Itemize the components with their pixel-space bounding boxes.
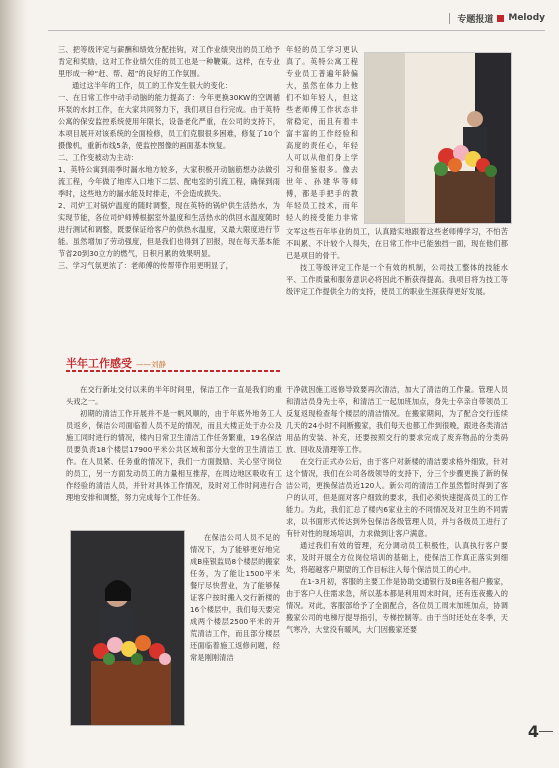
paragraph: 在交行新址交付以来的半年时间里，保洁工作一直是我们的重头戏之一。 <box>66 385 282 406</box>
paragraph: 一、在日常工作中动手动脑的能力提高了：今年更换30KW的空调循环泵的水封工作，在大家共同努力下，我们项目自行完成。由于英特公寓的保安监控系统使用年限长，设备老化严重，在公司的支持下，本项目展开对该系统的全面检修，员工们克服很多困难，修复了10个摄像机，重新布线5条，使监控图像的画面基本恢复。 <box>58 93 280 150</box>
bottom-right-column <box>286 384 508 636</box>
paragraph: 在交行正式办公后，由于客户对新楼的清洁要求格外细致，针对这个情况，我们在公司各级领导的支持下，分三个步骤更换了新的保洁公司，更换保洁员近120人。新公司的清洁工作虽然暂时得到了客户的认可，但是面对客户细致的要求，我们必须快速提高员工的工作能力。为此，我们汇总了楼内6家业主的不同情况及对卫生的不同需求，以书面形式传达到外包保洁各级管理人员，并与各级员工进行了有针对性的现场培训，力求做到让客户满意。 <box>286 457 508 538</box>
top-left-column <box>58 44 280 338</box>
section-heading-rule <box>66 370 280 372</box>
bottom-left-narrow-column <box>190 532 280 664</box>
paragraph: 在1-3月初，客服的主要工作是协助交通银行及B座各租户搬家，由于客户人住需求急，所以基本都是利用周末时间，还有连夜搬入的情况。对此，客服部给予了全面配合，各位员工周末加班加点，协调搬家公司的电梯厅提导指引，专梯控制等。由于当时还处在冬季，天气寒冷，大堂没有暖风，大门因搬家还要 <box>286 577 508 634</box>
paragraph: 技工等级评定工作是一个有效的机制，公司技工整体的技能水平、工作质量和服务意识必将因此不断获得提高。我项目将为技工等级评定工作提供全力的支持，使员工的职业生涯获得更好发展。 <box>286 263 508 296</box>
header-rule <box>48 30 545 31</box>
paragraph: 通过我们有效的管理，充分调动员工积极性，认真执行客户要求，及时开展全方位岗位培训的基础上，使保洁工作真正落实到细处，将超越客户期望的工作目标注入每个保洁员工的心中。 <box>286 541 508 574</box>
bottom-left-column <box>66 384 282 504</box>
paragraph: 在保洁公司人员不足的情况下，为了能够更好地完成B座银监局8个楼层的搬家任务，为了能让1500平米餐厅尽快营业，为了能够保证客户按时搬入交行新楼的16个楼层中，我们每天要完成两个楼层2500平米的开荒清洁工作，而且部分楼层还面临着施工返修问题，经常是刚刚清洁 <box>190 533 280 662</box>
section-heading <box>66 355 166 371</box>
header-brand-label: Melody <box>508 13 545 23</box>
paragraph: 1、英特公寓到雨季时漏水地方较多，大家积极开动脑筋想办法做引流工程，今年做了地库入口地下二层、配电室的引流工程，确保到雨季时，这些地方的漏水能及时排走，不会造成损失。 <box>58 165 280 198</box>
paragraph: 年轻的员工学习更认真了。英特公寓工程专业员工普遍年龄偏大，虽然在体力上他们不如年轻人，但这些老师傅工作状态非常稳定，而且有着丰富丰富的工作经验和高度的责任心，年轻人可以从他们身上学习和借鉴很多。像去世年、孙建华等师傅，都是手把手的教年轻员工技术，而年轻人的接受能力非常 <box>286 45 358 222</box>
paragraph: 通过这半年的工作，员工的工作发生很大的变化： <box>72 81 233 90</box>
paragraph: 文军这些百年毕业的员工，认真踏实地跟着这些老师傅学习，不怕苦不叫累、不计较个人得失，在日常工作中已能独挡一面，现在他们都已是项目的骨干。 <box>286 227 508 260</box>
paragraph: 2、司炉工对锅炉温度的随时调整，现在英特的锅炉供生活热水，为实现节能，各位司炉师傅根据室外温度和生活热水的供回水温度随时进行测试和调整，既要保证给客户的供热水温度，又最大限度进行节能。虽然增加了劳动强度，但是我们也得到了回报，现在每天基本能节省20到30立方的燃气，日积月累的效果明显。 <box>58 201 280 258</box>
paragraph: 三、把等级评定与薪酬和绩效分配挂钩，对工作业绩突出的员工给予肯定和奖励，这对工作业绩欠佳的员工也是一种鞭策。这样，在专业里形成一种“赶、帮、超”的良好的工作氛围。 <box>58 45 280 78</box>
speaker-photo-image <box>365 53 511 223</box>
running-header <box>449 10 545 26</box>
page-spine-shadow <box>0 0 28 768</box>
woman-speaker-photo-image <box>71 531 184 725</box>
top-right-narrow-column <box>286 44 358 224</box>
paragraph: 干净就因施工返修导致要再次清洁，加大了清洁的工作量。管理人员和清洁员身先士卒，和清洁工一起加班加点，身先士卒亲自带领员工反复返现检查每个楼层的清洁情况。在搬家期间，为了配合交行连续几天的24小时不间断搬家，我们每天也都工作到很晚，跟进各类清洁用品的安装、补充，还要按照交行的要求完成了废弃物品的分类码放、回收及清理等工作。 <box>286 385 508 454</box>
header-square-icon <box>497 15 504 22</box>
speaker-photo <box>364 52 512 224</box>
paragraph: 三、学习气氛更浓了：老师傅的传帮带作用更明显了， <box>58 261 233 270</box>
header-section-label: 专题报道 <box>457 14 494 25</box>
page-number: 4 <box>527 722 539 741</box>
section-author: ——刘静 <box>136 360 166 369</box>
section-title: 半年工作感受 <box>66 357 132 370</box>
paragraph: 初期的清洁工作开展并不是一帆风顺的，由于年底外地务工人员返乡，保洁公司面临着人员不足的情况，而且大楼正处于办公及施工同时进行的情况，楼内日常卫生清洁工作任务繁重，19名保洁员要负责18个楼层17900平米公共区域和部分大堂的卫生清洁工作。在人员紧、任务重的情况下，我们一方面鼓励、关心坚守岗位的员工，另一方面发动员工的力量相互推荐，在周边地区吸收有工作经验的清洁人员，并针对具体工作情况，及时对工作时间进行合理地安排和调整，努力完成每个工作任务。 <box>66 409 282 502</box>
paragraph: 二、工作变被动为主动： <box>58 153 139 162</box>
page-number-rule <box>539 731 553 732</box>
top-right-full-column <box>286 226 508 298</box>
woman-speaker-photo <box>70 530 185 726</box>
header-divider <box>449 13 450 24</box>
